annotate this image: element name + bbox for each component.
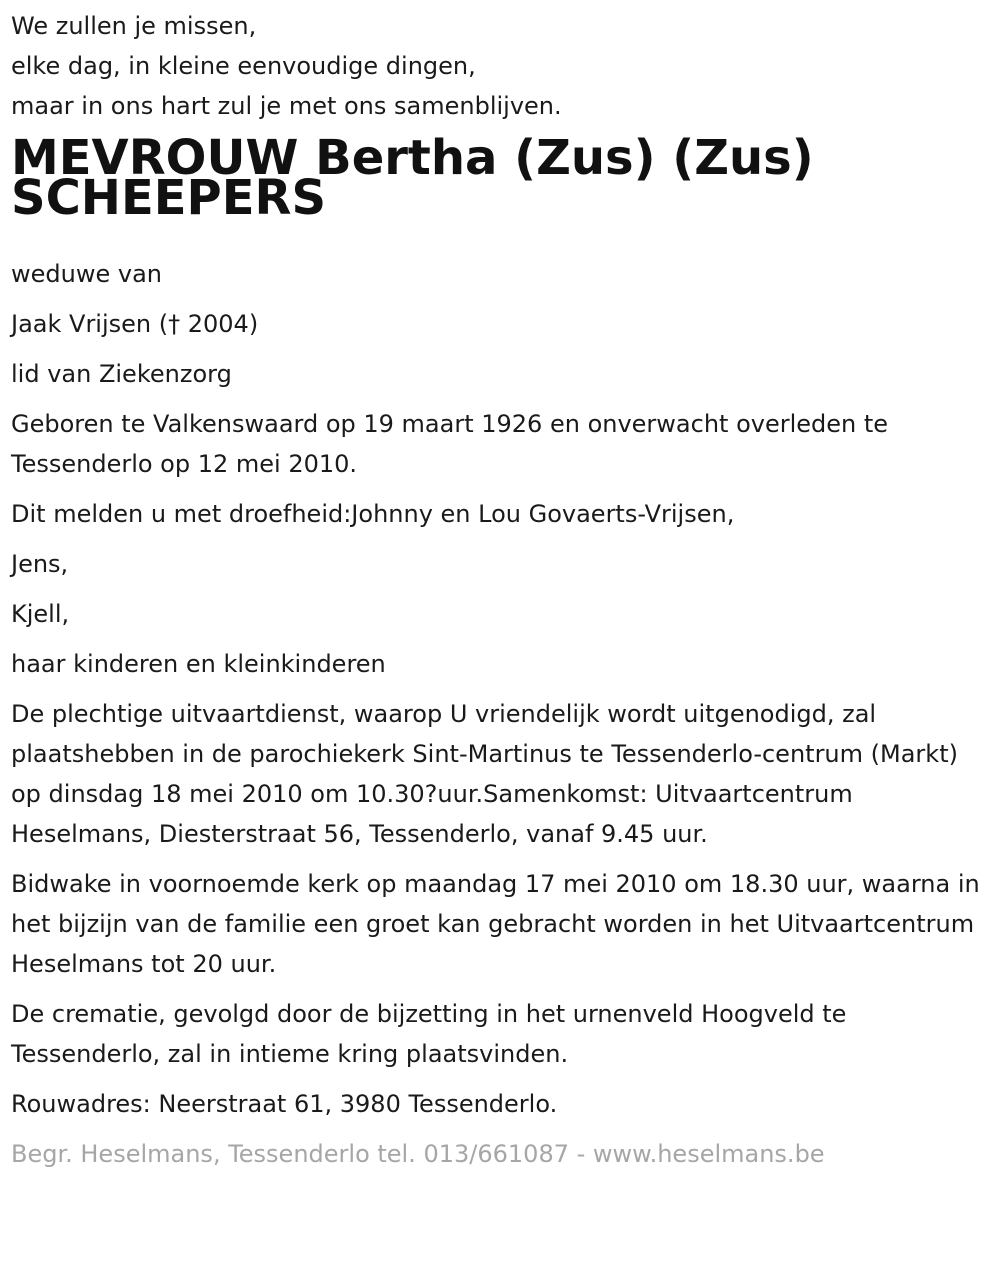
poem-line: maar in ons hart zul je met ons samenblijven. bbox=[11, 92, 562, 120]
spouse-text: Jaak Vrijsen († 2004) bbox=[11, 310, 259, 338]
funeral-service-text: De plechtige uitvaartdienst, waarop U vriendelijk wordt uitgenodigd, zal plaatshebben in de parochiekerk Sint-Martinus te Tessenderlo-centrum (Markt) op dinsdag 18 mei 2010 om 10.30?uur.Samenkomst: Uitvaartcentrum Heselmans, Diesterstraat 56, Tessenderlo, vanaf 9.45 uur. bbox=[11, 700, 958, 848]
vigil-text: Bidwake in voornoemde kerk op maandag 17 mei 2010 om 18.30 uur, waarna in het bijzijn van de familie een groet kan gebracht worden in het Uitvaartcentrum Heselmans tot 20 uur. bbox=[11, 870, 980, 978]
poem-line: elke dag, in kleine eenvoudige dingen, bbox=[11, 52, 476, 80]
poem-line: We zullen je missen, bbox=[11, 12, 257, 40]
poem bbox=[11, 6, 986, 126]
funeral-home-footer: Begr. Heselmans, Tessenderlo tel. 013/661087 - www.heselmans.be bbox=[11, 1140, 825, 1168]
deceased-name: MEVROUW Bertha (Zus) (Zus) SCHEEPERS bbox=[11, 130, 814, 226]
membership-text: lid van Ziekenzorg bbox=[11, 360, 232, 388]
obituary-page bbox=[11, 0, 986, 1174]
birth-death-text: Geboren te Valkenswaard op 19 maart 1926 en onverwacht overleden te Tessenderlo op 12 mei 2010. bbox=[11, 410, 889, 478]
cremation-text: De crematie, gevolgd door de bijzetting in het urnenveld Hoogveld te Tessenderlo, zal in intieme kring plaatsvinden. bbox=[11, 1000, 847, 1068]
grandchild-name: Jens, bbox=[11, 550, 69, 578]
grandchild-name: Kjell, bbox=[11, 600, 70, 628]
family-text: haar kinderen en kleinkinderen bbox=[11, 650, 386, 678]
obituary-body bbox=[11, 254, 986, 1174]
relation-text: weduwe van bbox=[11, 260, 162, 288]
mourning-address: Rouwadres: Neerstraat 61, 3980 Tessenderlo. bbox=[11, 1090, 558, 1118]
announcers-text: Dit melden u met droefheid:Johnny en Lou Govaerts-Vrijsen, bbox=[11, 500, 735, 528]
